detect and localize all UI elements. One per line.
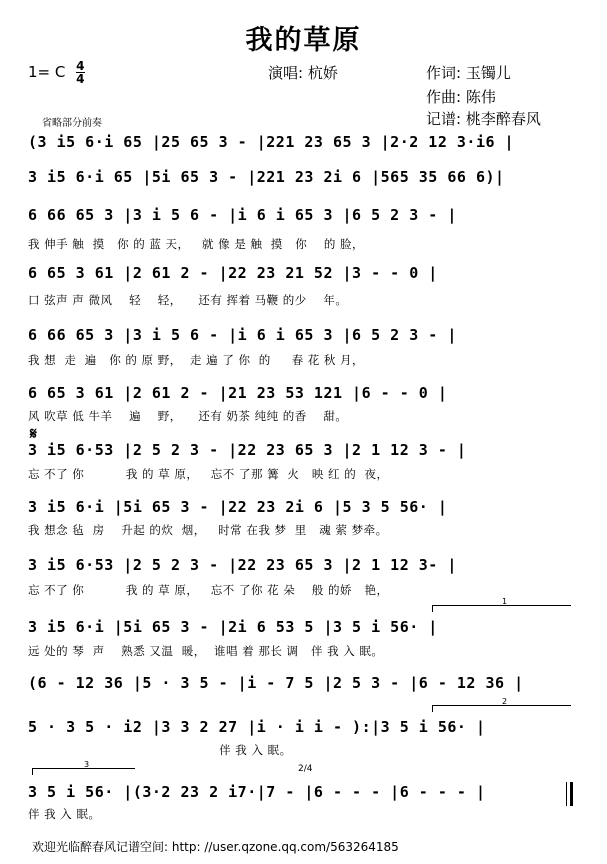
key-signature [28,60,85,85]
staff-line-4: 6 65 3 61 |2 61 2 - |22 23 21 52 |3 - - 0 | [28,264,438,282]
staff-line-6: 6 65 3 61 |2 61 2 - |21 23 53 121 |6 - - 0 | [28,384,448,402]
final-barline-thin [566,782,567,806]
staff-line-10: 3 i5 6·i |5i 65 3 - |2i 6 53 5 |3 5 i 56· | [28,618,438,636]
volta-bracket-2: 2 [432,705,571,712]
composer-credit: 作曲: 陈伟 [426,88,496,106]
volta-bracket-3: 3 [32,768,135,775]
staff-line-11: (6 - 12 36 |5 · 3 5 - |i - 7 5 |2 5 3 - |6 - 12 36 | [28,674,524,692]
staff-line-2: 3 i5 6·i 65 |5i 65 3 - |221 23 2i 6 |565 35 66 6)| [28,168,505,186]
staff-line-5: 6 66 65 3 |3 i 5 6 - |i 6 i 65 3 |6 5 2 3 - | [28,326,457,344]
time-signature-top: 4 [76,59,85,73]
lyricist-credit: 作词: 玉镯儿 [426,64,511,82]
segno-sign: 𝄋 [30,424,37,443]
lyric-line-6: 风 吹草 低 牛羊 遍 野， 还有 奶茶 纯纯 的香 甜。 [28,409,348,423]
staff-line-12: 5 · 3 5 · i2 |3 3 2 27 |i · i i - ):|3 5 i 56· | [28,718,486,736]
lyric-line-7: 忘 不了 你 我 的 草 原， 忘不 了那 篝 火 映 红 的 夜， [28,467,389,481]
singer-credit: 演唱: 杭娇 [268,64,338,82]
staff-line-3: 6 66 65 3 |3 i 5 6 - |i 6 i 65 3 |6 5 2 3 - | [28,206,457,224]
time-signature-bottom: 4 [76,72,85,86]
staff-line-9: 3 i5 6·53 |2 5 2 3 - |22 23 65 3 |2 1 12 3- | [28,556,457,574]
final-barline-thick [570,782,573,806]
staff-line-1: (3 i5 6·i 65 |25 65 3 - |221 23 65 3 |2·2 12 3·i6 | [28,133,515,151]
volta-bracket-1: 1 [432,605,571,612]
lyric-line-9: 忘 不了 你 我 的 草 原， 忘不 了你 花 朵 般 的娇 艳， [28,583,389,597]
lyric-line-3: 我 伸手 触 摸 你 的 蓝 天， 就 像 是 触 摸 你 的 脸， [28,237,365,251]
lyric-line-4: 口 弦声 声 微风 轻 轻， 还有 挥着 马鞭 的少 年。 [28,293,348,307]
lyric-line-8: 我 想念 毡 房 升起 的炊 烟， 时常 在我 梦 里 魂 萦 梦牵。 [28,523,388,537]
staff-line-13: 3 5 i 56· |(3·2 23 2 i7·|7 - |6 - - - |6 - - - | [28,783,486,801]
staff-line-8: 3 i5 6·i |5i 65 3 - |22 23 2i 6 |5 3 5 56· | [28,498,448,516]
lyric-line-12: 伴 我 入 眠。 [28,743,292,757]
staff-line-7: 3 i5 6·53 |2 5 2 3 - |22 23 65 3 |2 1 12 3 - | [28,441,467,459]
song-title: 我的草原 [245,25,362,56]
footer-credit: 欢迎光临醉春风记谱空间: http: //user.qzone.qq.com/563264185 [32,840,399,854]
key-label: 1= C [28,63,66,81]
intro-note: 省略部分前奏 [42,118,102,129]
lyric-line-13: 伴 我 入 眠。 [28,807,101,821]
lyric-line-5: 我 想 走 遍 你 的 原 野， 走 遍 了 你 的 春 花 秋 月， [28,353,365,367]
lyric-line-10: 远 处的 琴 声 熟悉 又温 暖， 谁唱 着 那长 调 伴 我 入 眠。 [28,644,384,658]
transcriber-credit: 记谱: 桃李醉春风 [426,110,541,128]
meter-change: 2/4 [298,764,313,774]
time-signature [76,60,84,85]
